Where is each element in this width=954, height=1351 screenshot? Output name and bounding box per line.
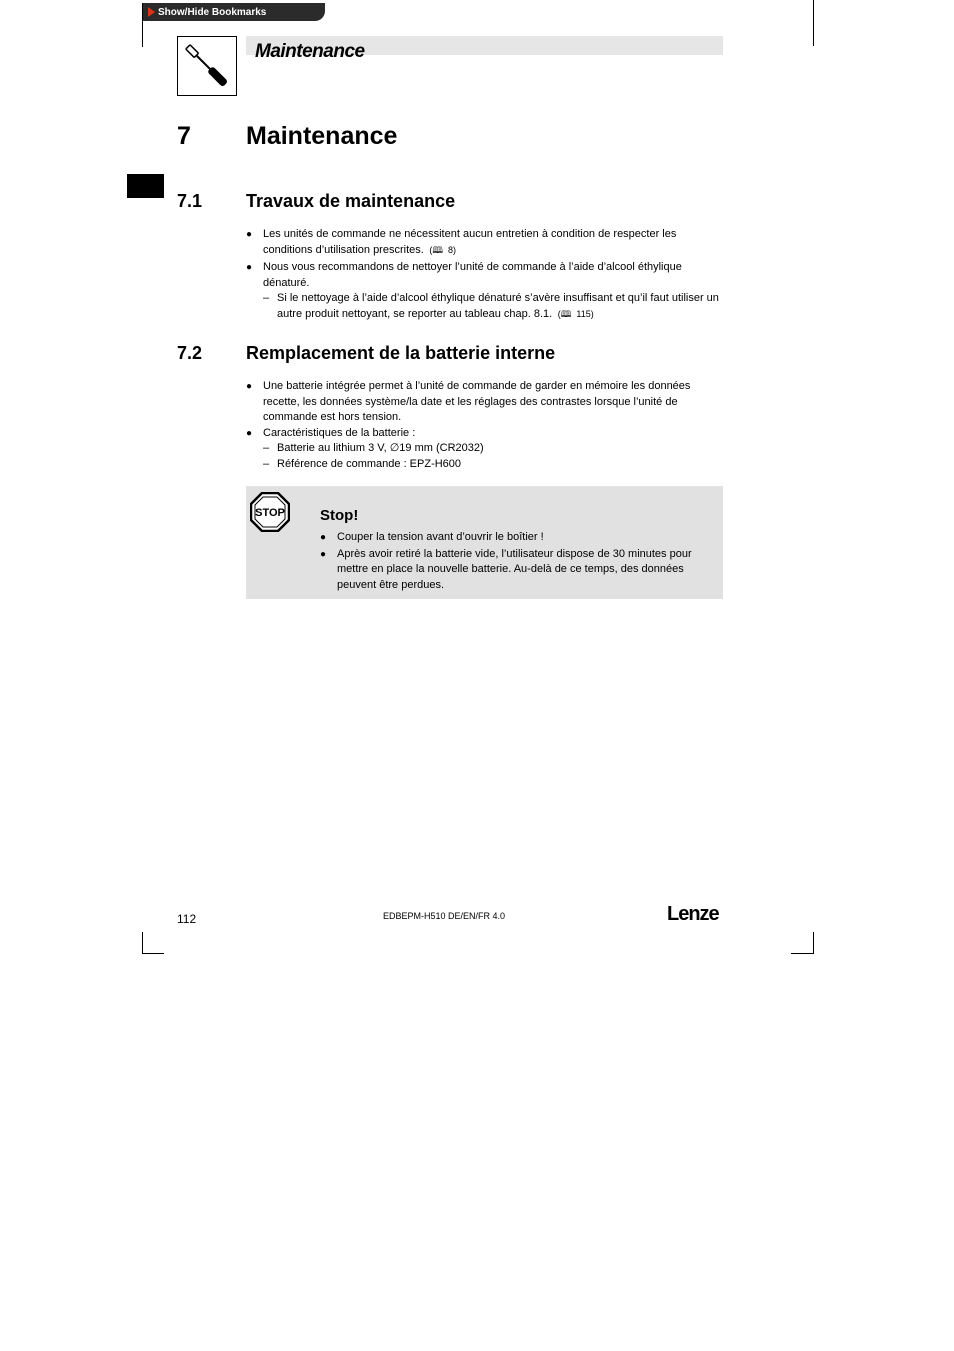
book-icon: 🕮: [432, 244, 443, 255]
chapter-title: Maintenance: [246, 122, 398, 150]
list-item: [246, 260, 724, 291]
sub-item: [246, 457, 724, 473]
bullet: ●: [320, 532, 327, 543]
bullet: ●: [246, 381, 253, 392]
list-item-text: Après avoir retiré la batterie vide, l’utilisateur dispose de 30 minutes pour mettre en place la nouvelle batterie. Au-delà de ce temps, des données peuvent être perdues.: [337, 547, 692, 591]
list-item-text: Une batterie intégrée permet à l’unité de commande de garder en mémoire les données recette, les données système/la date et les réglages des contrastes lorsque l’unité de commande est hors tension.: [263, 380, 691, 423]
bullet: ●: [246, 427, 253, 439]
bullet: ●: [246, 262, 253, 273]
book-icon: 🕮: [560, 308, 572, 319]
bullet: ●: [246, 229, 253, 240]
section-list: [246, 379, 724, 472]
sub-item-text: Si le nettoyage à l’aide d’alcool éthylique dénaturé s’avère insuffisant et qu’il faut utiliser un autre produit nettoyant, se reporter au tableau chap. 8.1.: [277, 292, 719, 320]
list-item: [246, 426, 724, 442]
page-number: 112: [177, 912, 197, 926]
list-item: [320, 530, 700, 546]
sub-item-text: Référence de commande : EPZ-H600: [277, 457, 462, 470]
section-number: 7.1: [177, 191, 203, 211]
chapter-number: 7: [177, 122, 191, 150]
dash: –: [263, 292, 270, 304]
crop-mark-bottom-left-v: [142, 932, 143, 954]
screwdriver-icon: [177, 36, 237, 96]
triangle-right-icon: [148, 7, 155, 17]
show-hide-bookmarks-button[interactable]: [143, 3, 325, 21]
sub-item: [246, 441, 724, 457]
crop-mark-top-right: [813, 0, 814, 46]
dash: –: [263, 442, 270, 454]
document-id: EDBEPM-H510 DE/EN/FR 4.0: [383, 911, 506, 921]
list-item-text: Les unités de commande ne nécessitent aucun entretien à condition de respecter les conditions d’utilisation prescrites.: [263, 228, 677, 256]
section-number: 7.2: [177, 343, 203, 363]
list-item-text: Caractéristiques de la batterie :: [263, 426, 416, 439]
page-reference[interactable]: (🕮 115): [555, 308, 594, 319]
sub-item: [246, 291, 724, 322]
stop-sign-icon: [250, 492, 290, 537]
page-reference[interactable]: (🕮 8): [426, 244, 457, 255]
dash: –: [263, 457, 270, 470]
list-item-text: Couper la tension avant d’ouvrir le boîtier !: [337, 531, 544, 543]
crop-mark-top-left: [142, 3, 143, 47]
lenze-logo: Lenze: [667, 903, 719, 925]
list-item: [246, 227, 724, 258]
crop-mark-bottom-left-h: [142, 953, 164, 954]
bookmarks-label: Show/Hide Bookmarks: [158, 6, 267, 18]
list-item-text: Nous vous recommandons de nettoyer l’unité de commande à l’aide d’alcool éthylique dénaturé.: [263, 261, 682, 289]
crop-mark-bottom-right-v: [813, 932, 814, 954]
list-item: [246, 379, 724, 426]
list-item: [320, 547, 700, 594]
stop-title: Stop!: [320, 507, 359, 524]
chapter-side-marker: [127, 174, 164, 198]
stop-sign-text: STOP: [255, 507, 285, 519]
crop-mark-bottom-right-h: [791, 953, 813, 954]
section-title: Remplacement de la batterie interne: [246, 343, 556, 363]
bullet: ●: [320, 548, 327, 560]
stop-list: [320, 530, 700, 593]
header-title: Maintenance: [255, 41, 365, 62]
section-list: [246, 227, 724, 322]
sub-item-text: Batterie au lithium 3 V, ∅19 mm (CR2032): [277, 442, 484, 454]
section-title: Travaux de maintenance: [246, 191, 456, 211]
